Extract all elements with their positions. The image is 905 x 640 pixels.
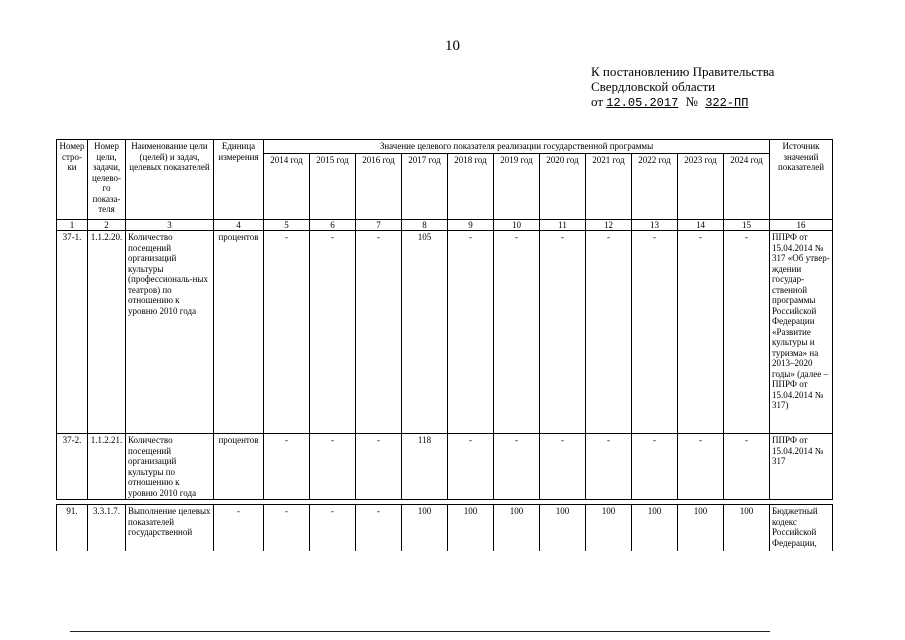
column-number: 15 — [724, 219, 770, 231]
year-header: 2016 год — [356, 153, 402, 219]
value-cell: - — [540, 434, 586, 500]
page-number: 10 — [445, 38, 460, 54]
from-label: от — [591, 94, 604, 109]
unit-cell: процентов — [214, 434, 264, 500]
column-number: 13 — [632, 219, 678, 231]
resolution-header — [591, 64, 774, 111]
column-number: 14 — [678, 219, 724, 231]
value-cell: 100 — [540, 505, 586, 552]
header-line-2: Свердловской области — [591, 79, 716, 94]
unit-cell: - — [214, 505, 264, 552]
column-number: 16 — [770, 219, 833, 231]
source-cell: Бюджетный кодекс Российской Федерации, — [770, 505, 833, 552]
unit-cell: процентов — [214, 231, 264, 434]
row-number: 37-1. — [57, 231, 88, 434]
table-row — [57, 505, 833, 552]
scan-edge-line — [70, 631, 770, 632]
row-number: 37-2. — [57, 434, 88, 500]
year-header: 2024 год — [724, 153, 770, 219]
column-number: 8 — [402, 219, 448, 231]
value-cell: 100 — [494, 505, 540, 552]
column-number: 5 — [264, 219, 310, 231]
year-header: 2022 год — [632, 153, 678, 219]
value-cell: 118 — [402, 434, 448, 500]
year-header: 2020 год — [540, 153, 586, 219]
value-cell: - — [310, 231, 356, 434]
source-cell: ППРФ от 15.04.2014 № 317 «Об утвер-ждении государ-ственной программы Российской Федерации «Развитие культуры и туризма» на 2013–2020 годы» (далее – ППРФ от 15.04.2014 № 317) — [770, 231, 833, 434]
column-number: 2 — [88, 219, 126, 231]
value-cell: 105 — [402, 231, 448, 434]
indicator-name: Количество посещений организаций культуры (профессиональ-ных театров) по отношению к уровню 2010 года — [126, 231, 214, 434]
value-cell: - — [264, 505, 310, 552]
header-line-1: К постановлению Правительства — [591, 64, 775, 79]
col-unit-header: Единица измерения — [214, 140, 264, 220]
value-cell: - — [494, 231, 540, 434]
value-cell: 100 — [678, 505, 724, 552]
value-cell: - — [310, 505, 356, 552]
value-cell: - — [356, 434, 402, 500]
column-number: 6 — [310, 219, 356, 231]
value-cell: 100 — [586, 505, 632, 552]
value-cell: - — [586, 231, 632, 434]
value-cell: - — [356, 505, 402, 552]
column-numbers-row — [57, 219, 833, 231]
value-cell: - — [310, 434, 356, 500]
indicator-code: 1.1.2.21. — [88, 434, 126, 500]
year-header: 2017 год — [402, 153, 448, 219]
table-row — [57, 231, 833, 434]
col-values-group-header: Значение целевого показателя реализации государственной программы — [264, 140, 770, 154]
value-cell: - — [264, 231, 310, 434]
indicators-table-wrapper — [56, 139, 833, 551]
indicator-code: 3.3.1.7. — [88, 505, 126, 552]
column-number: 12 — [586, 219, 632, 231]
value-cell: - — [632, 231, 678, 434]
col-source-header: Источник значений показателей — [770, 140, 833, 220]
value-cell: 100 — [632, 505, 678, 552]
table-row — [57, 434, 833, 500]
resolution-number: 322-ПП — [705, 96, 749, 110]
value-cell: - — [264, 434, 310, 500]
value-cell: - — [678, 231, 724, 434]
source-cell: ППРФ от 15.04.2014 № 317 — [770, 434, 833, 500]
year-header: 2015 год — [310, 153, 356, 219]
header-row-1 — [57, 140, 833, 154]
value-cell: - — [448, 231, 494, 434]
row-number: 91. — [57, 505, 88, 552]
year-header: 2018 год — [448, 153, 494, 219]
col-goal-number-header: Номер цели, задачи, целево-го показа-теля — [88, 140, 126, 220]
col-row-number-header: Номер стро-ки — [57, 140, 88, 220]
column-number: 9 — [448, 219, 494, 231]
value-cell: 100 — [402, 505, 448, 552]
value-cell: - — [724, 231, 770, 434]
indicators-table — [56, 139, 833, 551]
year-header: 2023 год — [678, 153, 724, 219]
column-number: 1 — [57, 219, 88, 231]
column-number: 11 — [540, 219, 586, 231]
value-cell: - — [632, 434, 678, 500]
column-number: 10 — [494, 219, 540, 231]
value-cell: - — [724, 434, 770, 500]
value-cell: - — [540, 231, 586, 434]
indicator-name: Выполнение целевых показателей государственной — [126, 505, 214, 552]
year-header: 2014 год — [264, 153, 310, 219]
col-name-header: Наименование цели (целей) и задач, целевых показателей — [126, 140, 214, 220]
number-sign: № — [685, 94, 698, 109]
column-number: 7 — [356, 219, 402, 231]
value-cell: - — [494, 434, 540, 500]
indicator-code: 1.1.2.20. — [88, 231, 126, 434]
value-cell: 100 — [448, 505, 494, 552]
value-cell: - — [356, 231, 402, 434]
column-number: 4 — [214, 219, 264, 231]
column-number: 3 — [126, 219, 214, 231]
value-cell: 100 — [724, 505, 770, 552]
resolution-date: 12.05.2017 — [606, 96, 679, 110]
header-line-3 — [591, 94, 774, 111]
value-cell: - — [448, 434, 494, 500]
year-header: 2021 год — [586, 153, 632, 219]
value-cell: - — [678, 434, 724, 500]
indicator-name: Количество посещений организаций культуры по отношению к уровню 2010 года — [126, 434, 214, 500]
year-header: 2019 год — [494, 153, 540, 219]
value-cell: - — [586, 434, 632, 500]
